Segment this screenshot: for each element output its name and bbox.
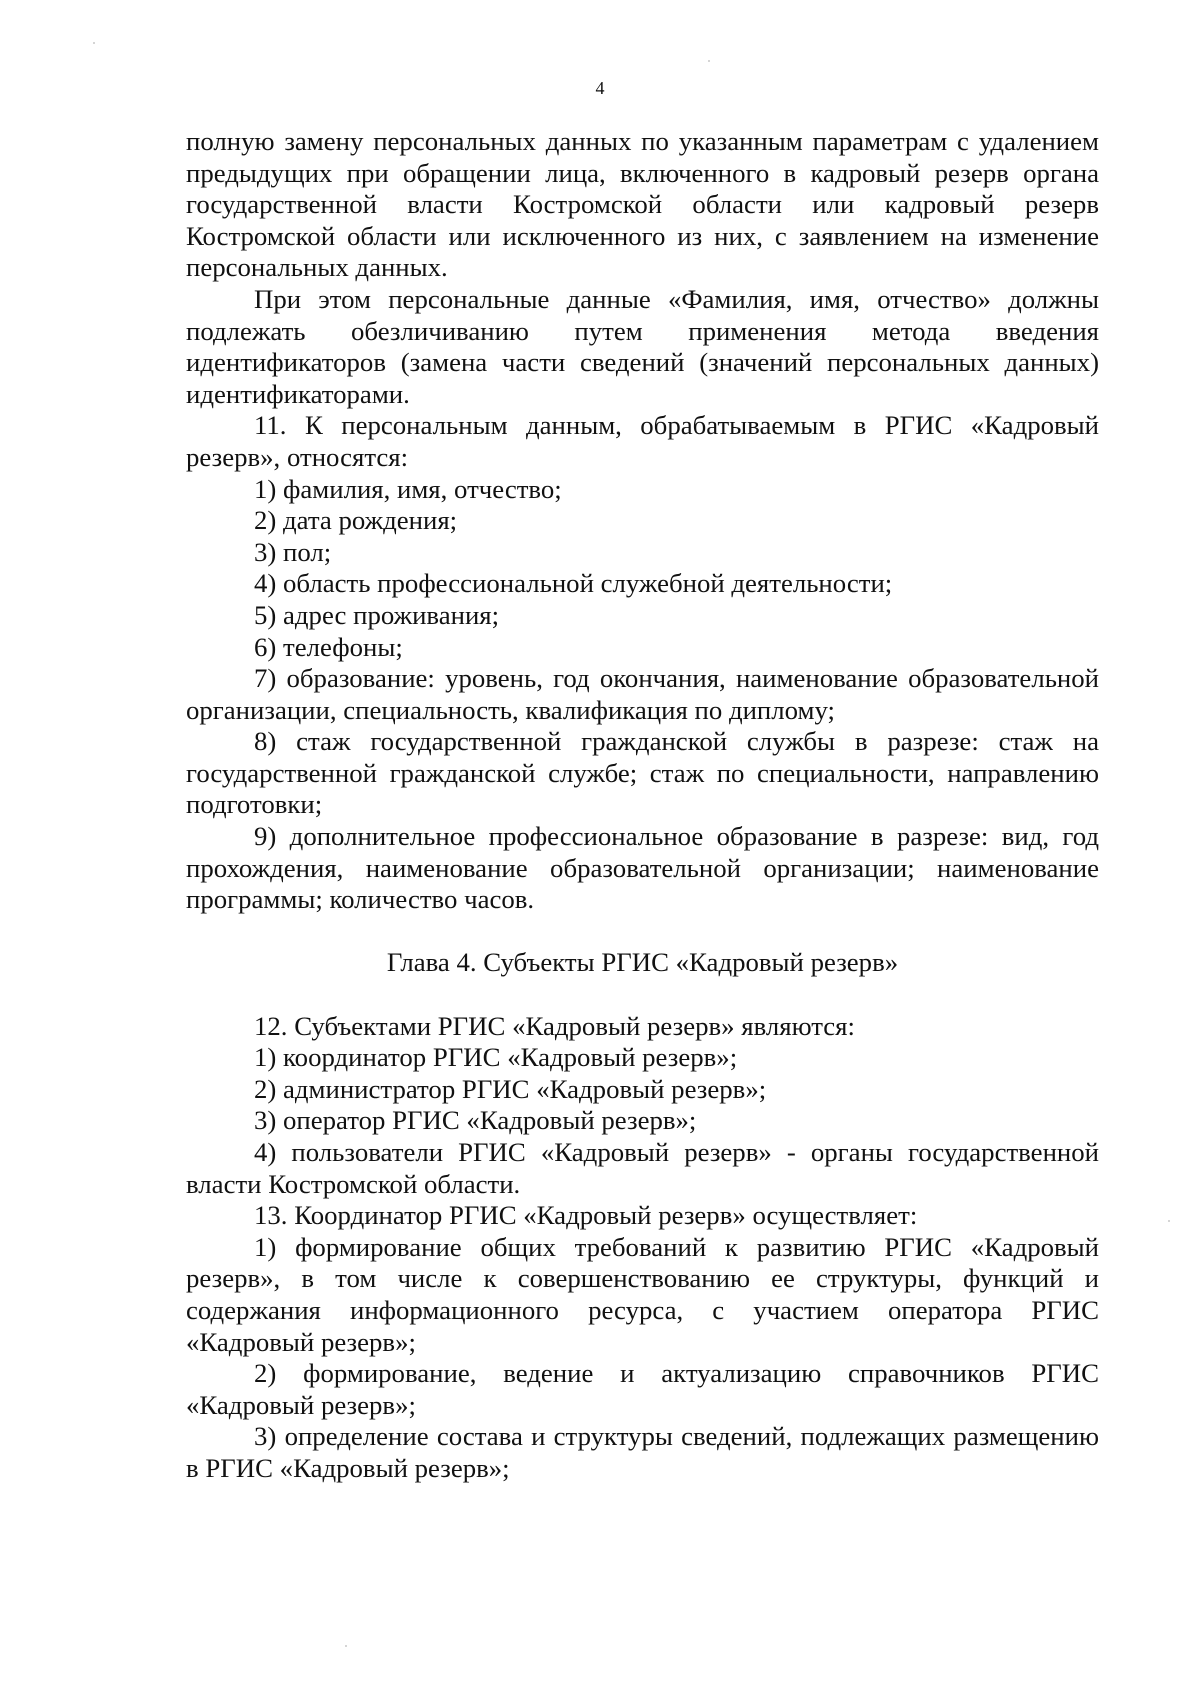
chapter-heading: Глава 4. Субъекты РГИС «Кадровый резерв»	[386, 947, 899, 978]
paragraph-item-11: 11. К персональным данным, обрабатываемым в РГИС «Кадровый резерв», относятся:	[186, 410, 1099, 472]
scan-speck	[708, 60, 710, 62]
list-item: 7) образование: уровень, год окончания, наименование образовательной организации, специальность, квалификация по диплому;	[186, 663, 1099, 725]
list-item: 6) телефоны;	[254, 631, 403, 662]
list-item: 2) формирование, ведение и актуализацию справочников РГИС «Кадровый резерв»;	[186, 1358, 1099, 1420]
page-number: 4	[595, 78, 605, 98]
scan-speck	[345, 1645, 347, 1647]
list-item: 1) координатор РГИС «Кадровый резерв»;	[254, 1042, 738, 1073]
list-item: 4) область профессиональной служебной деятельности;	[254, 568, 893, 599]
list-item: 4) пользователи РГИС «Кадровый резерв» - органы государственной власти Костромской области.	[186, 1137, 1099, 1199]
document-body	[186, 126, 1099, 1485]
list-item: 2) дата рождения;	[254, 505, 458, 536]
paragraph-item-13: 13. Координатор РГИС «Кадровый резерв» осуществляет:	[254, 1200, 918, 1231]
list-item: 9) дополнительное профессиональное образование в разрезе: вид, год прохождения, наименование образовательной организации; наименование программы; количество часов.	[186, 821, 1099, 915]
list-item: 3) пол;	[254, 536, 332, 567]
list-item: 2) администратор РГИС «Кадровый резерв»;	[254, 1073, 767, 1104]
list-item: 1) формирование общих требований к развитию РГИС «Кадровый резерв», в том числе к совершенствованию ее структуры, функций и содержания информационного ресурса, с участием оператора РГИС «Кадровый резерв»;	[186, 1231, 1099, 1357]
list-item: 5) адрес проживания;	[254, 599, 500, 630]
list-item: 3) определение состава и структуры сведений, подлежащих размещению в РГИС «Кадровый резерв»;	[186, 1421, 1099, 1483]
list-item: 3) оператор РГИС «Кадровый резерв»;	[254, 1105, 697, 1136]
list-item: 1) фамилия, имя, отчество;	[254, 473, 562, 504]
paragraph-anonymization: При этом персональные данные «Фамилия, имя, отчество» должны подлежать обезличиванию путем применения метода введения идентификаторов (замена части сведений (значений персональных данных) идентификаторами.	[186, 283, 1099, 409]
scan-speck	[1168, 1220, 1170, 1222]
paragraph-item-12: 12. Субъектами РГИС «Кадровый резерв» являются:	[254, 1010, 855, 1041]
paragraph-continuation: полную замену персональных данных по указанным параметрам с удалением предыдущих при обращении лица, включенного в кадровый резерв органа государственной власти Костромской области или кадровый резерв Костромской области или исключенного из них, с заявлением на изменение персональных данных.	[186, 126, 1099, 283]
list-item: 8) стаж государственной гражданской службы в разрезе: стаж на государственной гражданской службе; стаж по специальности, направлению подготовки;	[186, 726, 1099, 820]
scan-speck	[93, 42, 95, 44]
